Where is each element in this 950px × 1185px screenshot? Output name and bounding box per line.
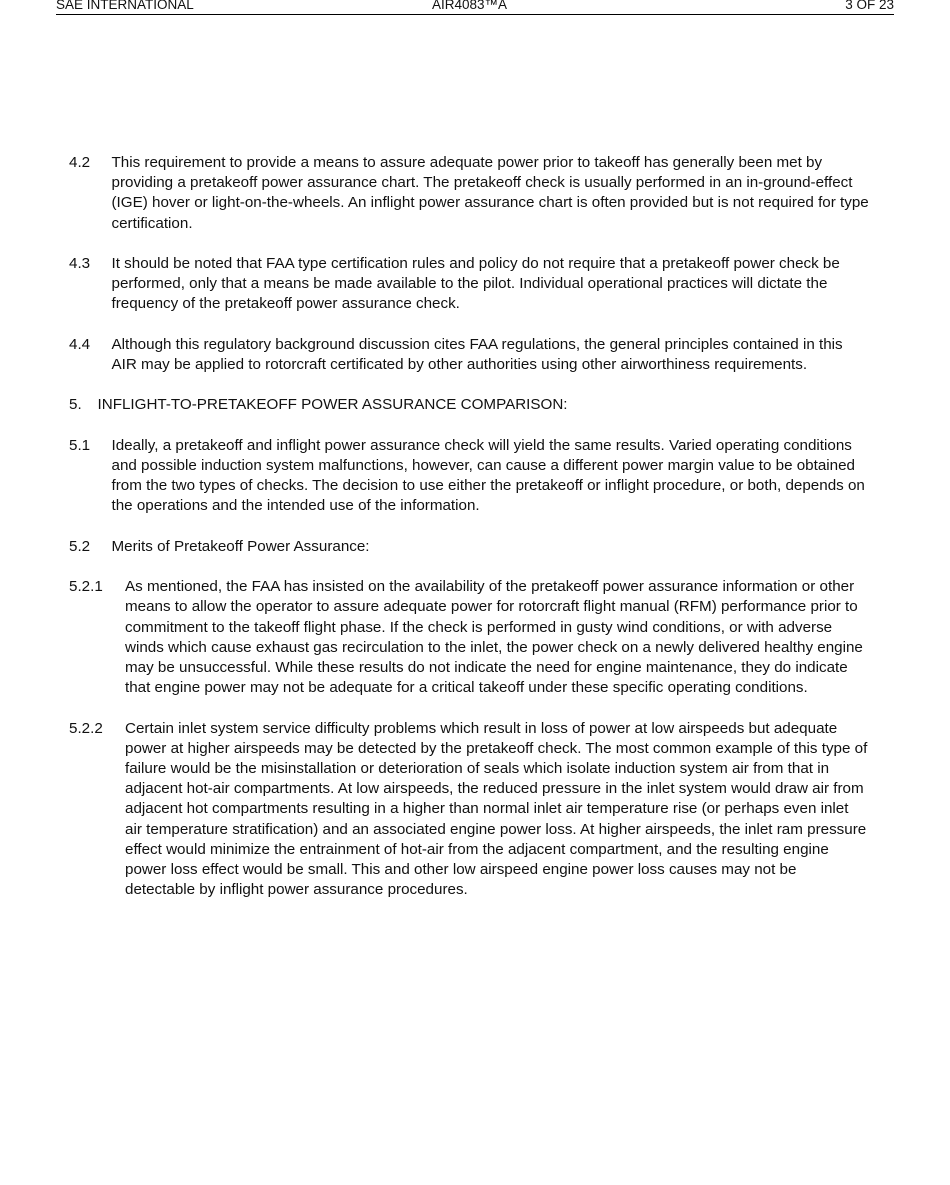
paragraph-text: Although this regulatory background discussion cites FAA regulations, the general principles contained in this AIR may be applied to rotorcraft certificated by other authorities using other airworthiness requirements. [111, 335, 843, 373]
paragraph-4-2 [69, 153, 869, 234]
document-body [69, 153, 869, 921]
paragraph-number: 4.2 [69, 154, 91, 171]
paragraph-number: 5.2.2 [69, 719, 103, 737]
section-title: INFLIGHT-TO-PRETAKEOFF POWER ASSURANCE COMPARISON: [97, 396, 568, 414]
paragraph-text: Certain inlet system service difficulty problems which result in loss of power at low airspeeds but adequate power at higher airspeeds may be detected by the pretakeoff check. The most common example of this type of failure would be the misinstallation or deterioration of seals which isolate induction system air from that in adjacent hot-air compartments. At low airspeeds, the reduced pressure in the inlet system would draw air from adjacent hot compartments resulting in a higher than normal inlet air temperature rise (or perhaps even inlet air temperature stratification) and an associated engine power loss. At higher airspeeds, the inlet ram pressure effect would minimize the entrainment of hot-air from the adjacent compartment, and the resulting engine power loss effect would be small. This and other low airspeed engine power loss causes may not be detectable by inflight power assurance procedures. [125, 719, 868, 899]
paragraph-number: 5.2 [69, 537, 91, 555]
section-heading-5 [69, 395, 869, 415]
paragraph-5-1 [69, 436, 869, 517]
paragraph-text: It should be noted that FAA type certification rules and policy do not require that a pretakeoff power check be performed, only that a means be made available to the pilot. Individual operational practices will dictate the frequency of the pretakeoff power assurance check. [111, 255, 840, 313]
paragraph-number: 5.1 [69, 436, 91, 454]
section-number: 5. [69, 396, 82, 414]
paragraph-text: This requirement to provide a means to assure adequate power prior to takeoff has generally been met by providing a pretakeoff power assurance chart. The pretakeoff check is usually performed in an in-ground-effect (IGE) hover or light-on-the-wheels. An inflight power assurance chart is often provided but is not required for type certification. [111, 154, 869, 232]
paragraph-4-4 [69, 335, 869, 375]
header-page-number: 3 OF 23 [845, 0, 894, 12]
paragraph-5-2 [69, 537, 869, 557]
paragraph-text: Merits of Pretakeoff Power Assurance: [111, 537, 370, 555]
header-org: SAE INTERNATIONAL [56, 0, 194, 12]
page-header [56, 0, 894, 15]
paragraph-number: 4.3 [69, 255, 91, 272]
paragraph-5-2-1 [69, 577, 869, 698]
paragraph-number: 5.2.1 [69, 578, 103, 596]
paragraph-number: 4.4 [69, 335, 91, 353]
paragraph-text: As mentioned, the FAA has insisted on the availability of the pretakeoff power assurance information or other means to allow the operator to assure adequate power for rotorcraft flight manual (RFM) performance prior to commitment to the takeoff flight phase. If the check is performed in gusty wind conditions, or with adverse winds which cause exhaust gas recirculation to the inlet, the power check on a newly delivered healthy engine may be unsuccessful. While these results do not indicate the need for engine maintenance, they do indicate that engine power may not be adequate for a critical takeoff under these specific operating conditions. [125, 578, 863, 697]
paragraph-4-3 [69, 254, 869, 315]
header-doc-number: AIR4083™A [432, 0, 508, 12]
paragraph-text: Ideally, a pretakeoff and inflight power assurance check will yield the same results. Varied operating conditions and possible induction system malfunctions, however, can cause a different power margin value to be obtained from the two types of checks. The decision to use either the pretakeoff or inflight procedure, or both, depends on the operations and the intended use of the information. [111, 436, 865, 515]
paragraph-5-2-2 [69, 719, 869, 901]
